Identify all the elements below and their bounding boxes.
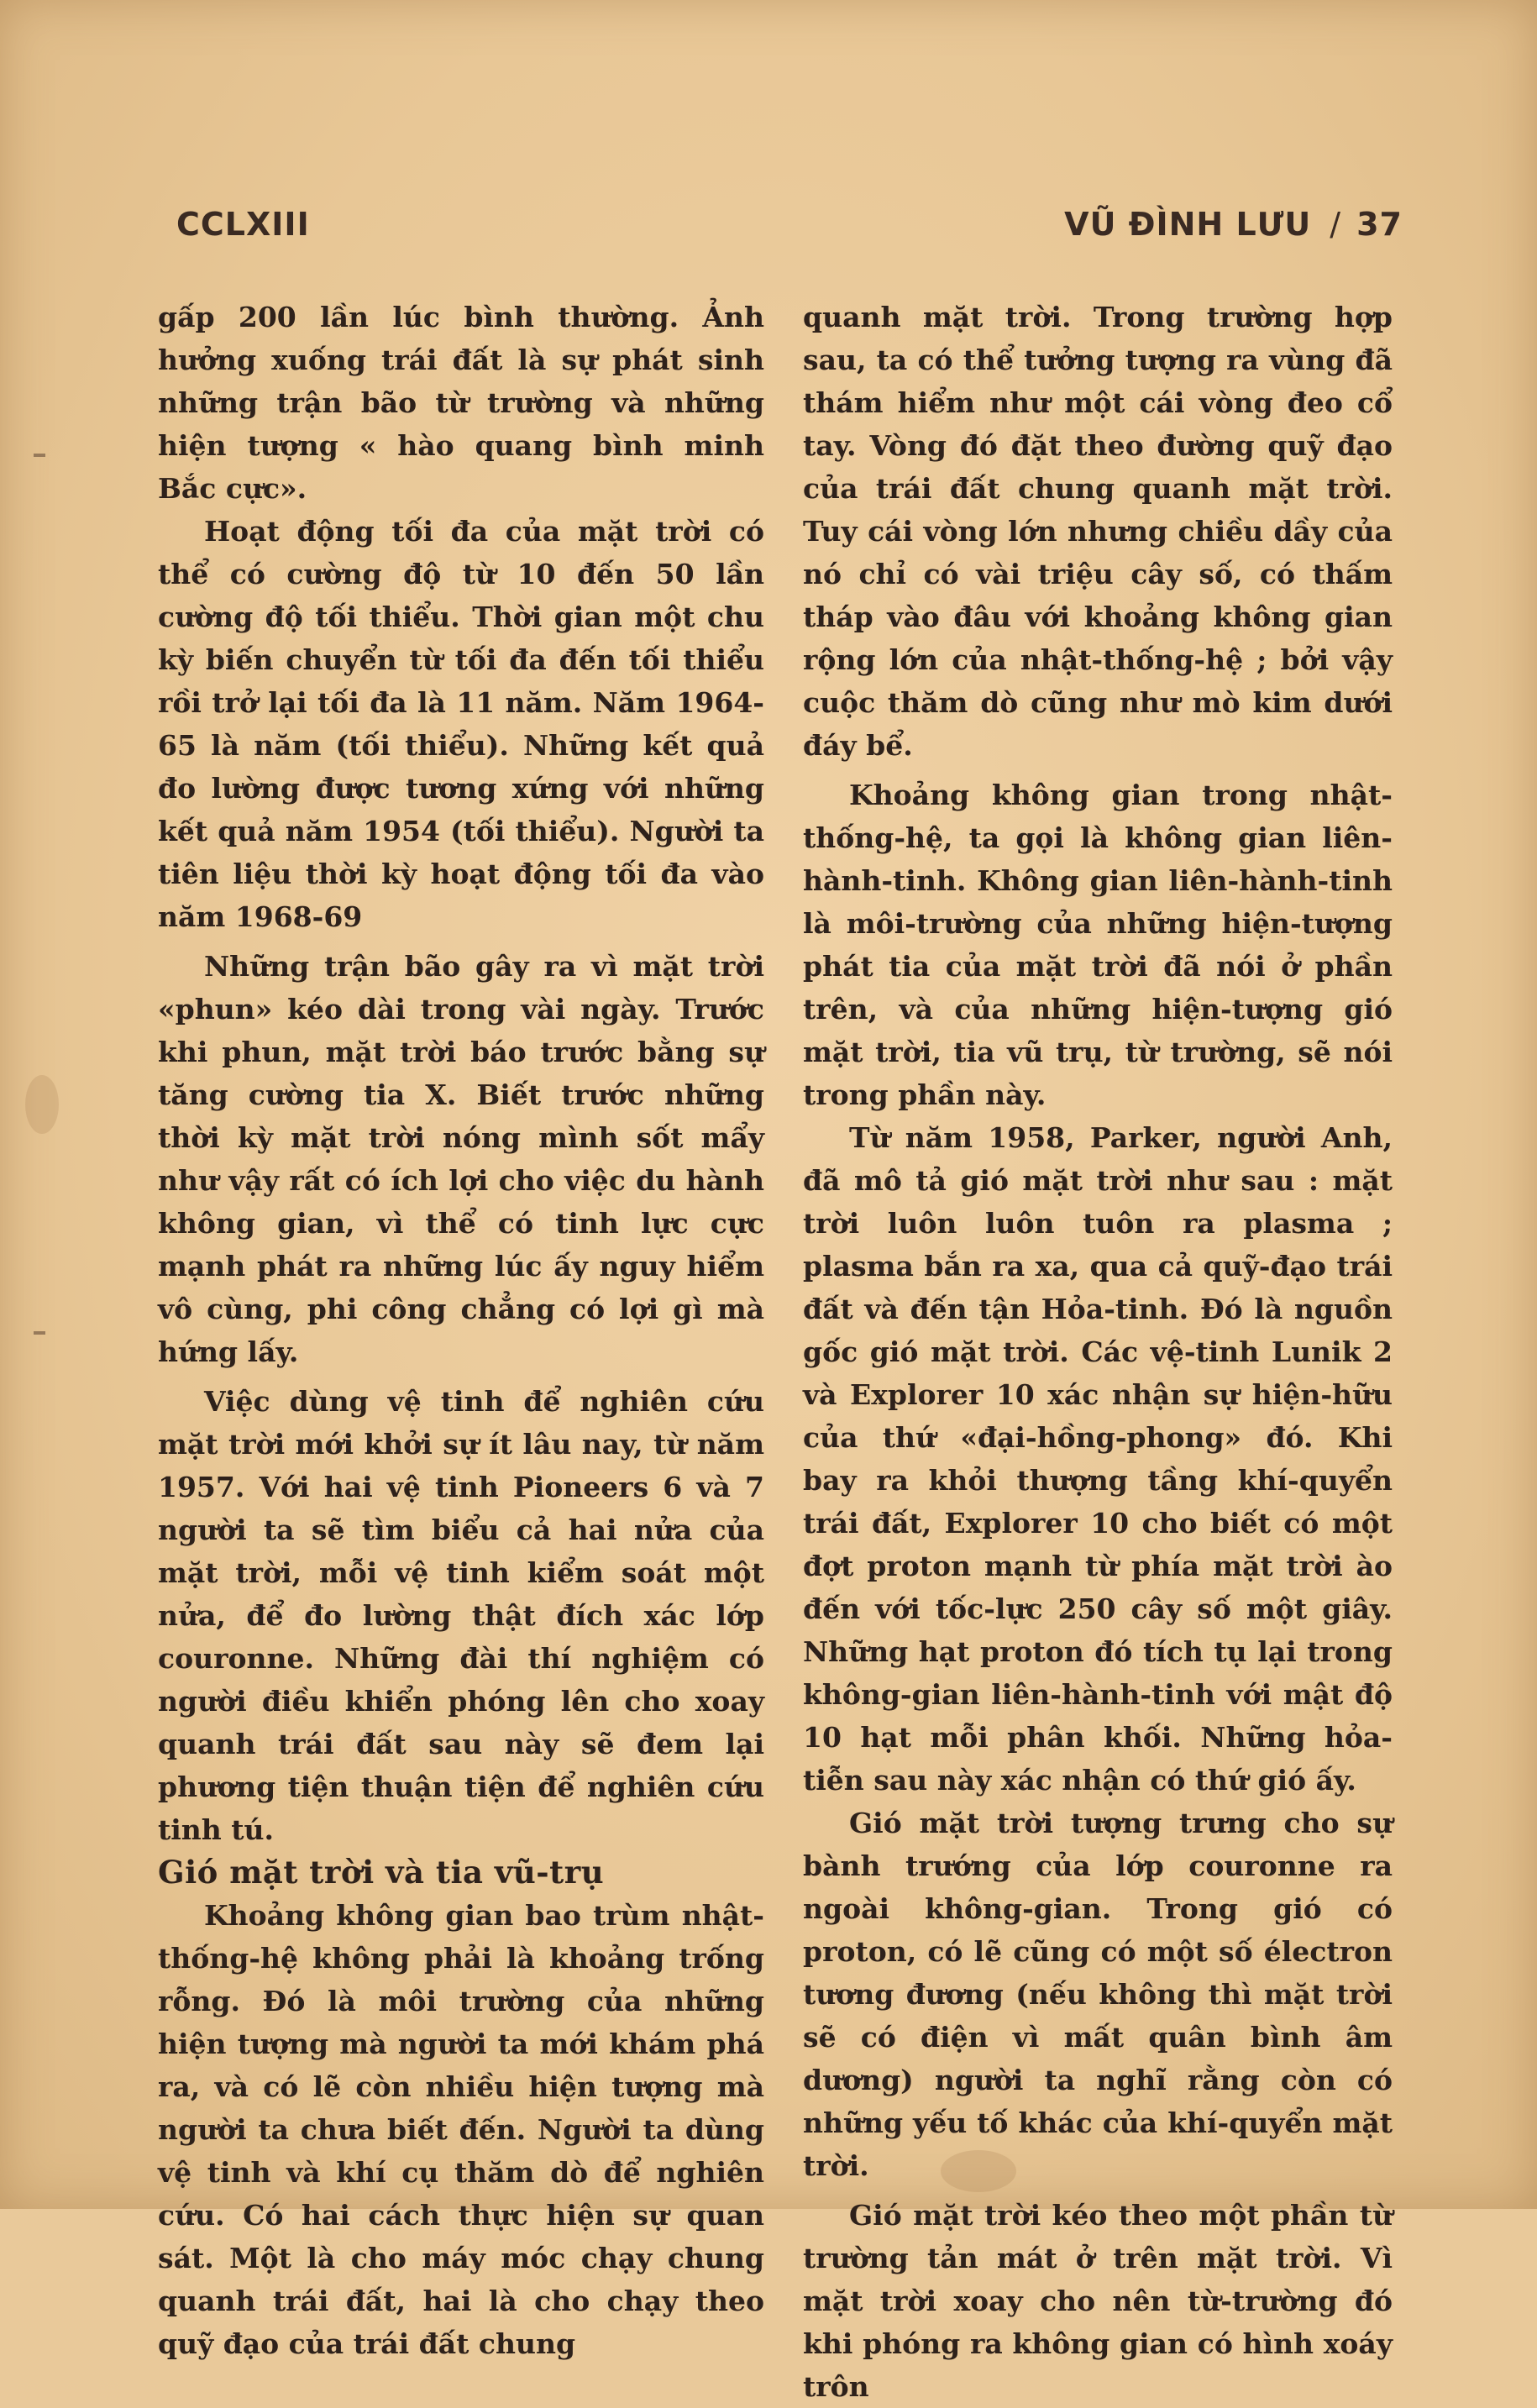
right-column [803,296,1393,2408]
margin-mark [34,454,45,457]
running-header [176,206,1403,248]
left-column [158,296,764,2365]
paragraph: Những trận bão gây ra vì mặt trời «phun» kéo dài trong vài ngày. Trước khi phun, mặt trời báo trước bằng sự tăng cường tia X. Biết trước những thời kỳ mặt trời nóng mình sốt mẩy như vậy rất có ích lợi cho việc du hành không gian, vì thể có tinh lực cực mạnh phát ra những lúc ấy nguy hiểm vô cùng, phi công chẳng có lợi gì mà hứng lấy. [158,950,764,1368]
header-separator: / [1330,206,1342,243]
paragraph: Từ năm 1958, Parker, người Anh, đã mô tả gió mặt trời như sau : mặt trời luôn luôn tuôn ra plasma ; plasma bắn ra xa, qua cả quỹ-đạo trái đất và đến tận Hỏa-tinh. Đó là nguồn gốc gió mặt trời. Các vệ-tinh Lunik 2 và Explorer 10 xác nhận sự hiện-hữu của thứ «đại-hồng-phong» đó. Khi bay ra khỏi thượng tầng khí-quyển trái đất, Explorer 10 cho biết có một đợt proton mạnh từ phía mặt trời ào đến với tốc-lực 250 cây số một giây. Những hạt proton đó tích tụ lại trong không-gian liên-hành-tinh với mật độ 10 hạt mỗi phân khối. Những hỏa-tiễn sau này xác nhận có thứ gió ấy. [803,1121,1393,1797]
paragraph: Việc dùng vệ tinh để nghiên cứu mặt trời mới khởi sự ít lâu nay, từ năm 1957. Với hai vệ tinh Pioneers 6 và 7 người ta sẽ tìm biểu cả hai nửa của mặt trời, mỗi vệ tinh kiểm soát một nửa, để đo lường thật đích xác lớp couronne. Những đài thí nghiệm có người điều khiển phóng lên cho xoay quanh trái đất sau này sẽ đem lại phương tiện thuận tiện để nghiên cứu tinh tú. [158,1385,764,1846]
margin-mark [34,1331,45,1335]
author-name: VŨ ĐÌNH LƯU [1064,206,1312,243]
paragraph: Khoảng không gian trong nhật-thống-hệ, ta gọi là không gian liên-hành-tinh. Không gian liên-hành-tinh là môi-trường của những hiện-tượng phát tia của mặt trời đã nói ở phần trên, và của những hiện-tượng gió mặt trời, tia vũ trụ, từ trường, sẽ nói trong phần này. [803,779,1393,1111]
paragraph: Hoạt động tối đa của mặt trời có thể có cường độ từ 10 đến 50 lần cường độ tối thiểu. Thời gian một chu kỳ biến chuyển từ tối đa đến tối thiểu rồi trở lại tối đa là 11 năm. Năm 1964-65 là năm (tối thiểu). Những kết quả đo lường được tương xứng với những kết quả năm 1954 (tối thiểu). Người ta tiên liệu thời kỳ hoạt động tối đa vào năm 1968-69 [158,515,764,933]
volume-number: CCLXIII [176,206,310,243]
header-right [1064,206,1403,243]
page-number: 37 [1356,206,1403,243]
paragraph: Gió mặt trời kéo theo một phần từ trường tản mát ở trên mặt trời. Vì mặt trời xoay cho nên từ-trường đó khi phóng ra không gian có hình xoáy trôn [803,2199,1393,2403]
section-heading: Gió mặt trời và tia vũ-trụ [158,1854,605,1891]
paragraph: quanh mặt trời. Trong trường hợp sau, ta có thể tưởng tượng ra vùng đã thám hiểm như một cái vòng đeo cổ tay. Vòng đó đặt theo đường quỹ đạo của trái đất chung quanh mặt trời. Tuy cái vòng lớn nhưng chiều dầy của nó chỉ có vài triệu cây số, có thấm tháp vào đâu với khoảng không gian rộng lớn của nhật-thống-hệ ; bởi vậy cuộc thăm dò cũng như mò kim dưới đáy bể. [803,301,1393,762]
paragraph: Khoảng không gian bao trùm nhật-thống-hệ không phải là khoảng trống rỗng. Đó là môi trường của những hiện tượng mà người ta mới khám phá ra, và có lẽ còn nhiều hiện tượng mà người ta chưa biết đến. Người ta dùng vệ tinh và khí cụ thăm dò để nghiên cứu. Có hai cách thực hiện sự quan sát. Một là cho máy móc chạy chung quanh trái đất, hai là cho chạy theo quỹ đạo của trái đất chung [158,1899,764,2360]
paper-stain [25,1075,59,1134]
paragraph: gấp 200 lần lúc bình thường. Ảnh hưởng xuống trái đất là sự phát sinh những trận bão từ trường và những hiện tượng « hào quang bình minh Bắc cực». [158,301,764,505]
paragraph: Gió mặt trời tượng trưng cho sự bành trướng của lớp couronne ra ngoài không-gian. Trong gió có proton, có lẽ cũng có một số électron tương đương (nếu không thì mặt trời sẽ có điện vì mất quân bình âm dương) người ta nghĩ rằng còn có những yếu tố khác của khí-quyển mặt trời. [803,1807,1393,2182]
